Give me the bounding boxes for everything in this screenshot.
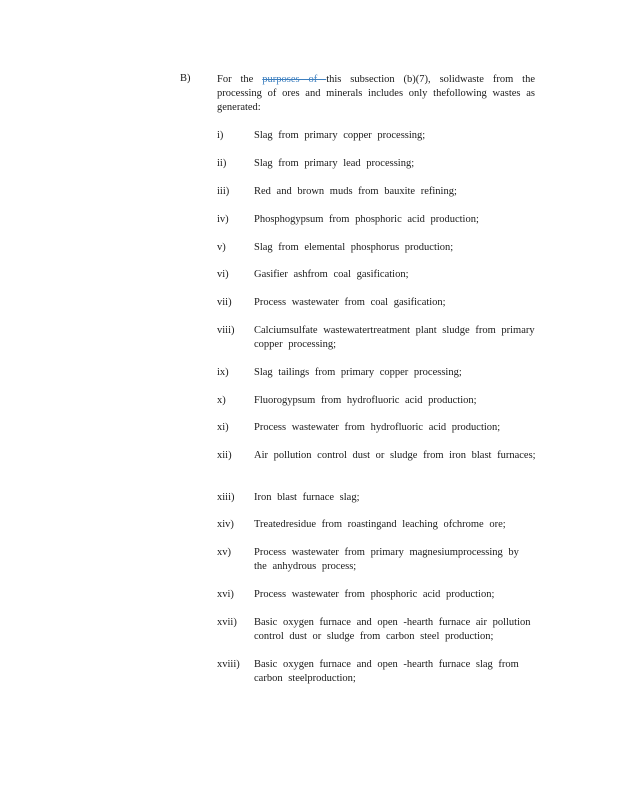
item-number: i) xyxy=(217,130,224,141)
item-number: vii) xyxy=(217,297,232,308)
item-number: ix) xyxy=(217,367,229,378)
item-text: Process wastewater from phosphoric acid production; xyxy=(254,589,495,600)
item-text: Calciumsulfate wastewatertreatment plant sludge from primary copper processing; xyxy=(254,325,535,350)
item-number: xii) xyxy=(217,450,232,461)
item-number: xi) xyxy=(217,422,229,433)
item-number: xviii) xyxy=(217,659,240,670)
item-text: Process wastewater from coal gasification; xyxy=(254,297,446,308)
item-number: iii) xyxy=(217,186,230,197)
item-text: Basic oxygen furnace and open -hearth furnace air pollution control dust or sludge from carbon steel production; xyxy=(254,617,531,642)
item-text: Gasifier ashfrom coal gasification; xyxy=(254,269,409,280)
item-number: x) xyxy=(217,395,226,406)
item-number: xvii) xyxy=(217,617,237,628)
item-text: Fluorogypsum from hydrofluoric acid production; xyxy=(254,395,477,406)
intro-text-after: this subsection (b)(7), solidwaste from the processing of ores and minerals includes only thefollowing wastes as generated: xyxy=(217,74,535,113)
item-number: xiii) xyxy=(217,492,235,503)
item-number: v) xyxy=(217,242,226,253)
item-number: viii) xyxy=(217,325,235,336)
item-text: Process wastewater from primary magnesiumprocessing by the anhydrous process; xyxy=(254,547,519,572)
struck-text: purposes of xyxy=(262,74,327,85)
item-number: xv) xyxy=(217,547,231,558)
section-label: B) xyxy=(180,73,191,84)
item-text: Basic oxygen furnace and open -hearth furnace slag from carbon steelproduction; xyxy=(254,659,519,684)
item-number: iv) xyxy=(217,214,229,225)
item-text: Air pollution control dust or sludge from iron blast furnaces; xyxy=(254,450,536,461)
item-text: Red and brown muds from bauxite refining; xyxy=(254,186,457,197)
item-text: Process wastewater from hydrofluoric acid production; xyxy=(254,422,501,433)
item-text: Phosphogypsum from phosphoric acid production; xyxy=(254,214,479,225)
intro-text-before: For the xyxy=(217,74,263,85)
item-text: Treatedresidue from roastingand leaching ofchrome ore; xyxy=(254,519,506,530)
item-text: Iron blast furnace slag; xyxy=(254,492,360,503)
item-number: ii) xyxy=(217,158,227,169)
section-intro xyxy=(217,73,535,115)
item-text: Slag tailings from primary copper processing; xyxy=(254,367,462,378)
item-text: Slag from primary copper processing; xyxy=(254,130,426,141)
item-number: vi) xyxy=(217,269,229,280)
item-number: xvi) xyxy=(217,589,234,600)
item-text: Slag from primary lead processing; xyxy=(254,158,415,169)
item-number: xiv) xyxy=(217,519,234,530)
item-text: Slag from elemental phosphorus production; xyxy=(254,242,454,253)
